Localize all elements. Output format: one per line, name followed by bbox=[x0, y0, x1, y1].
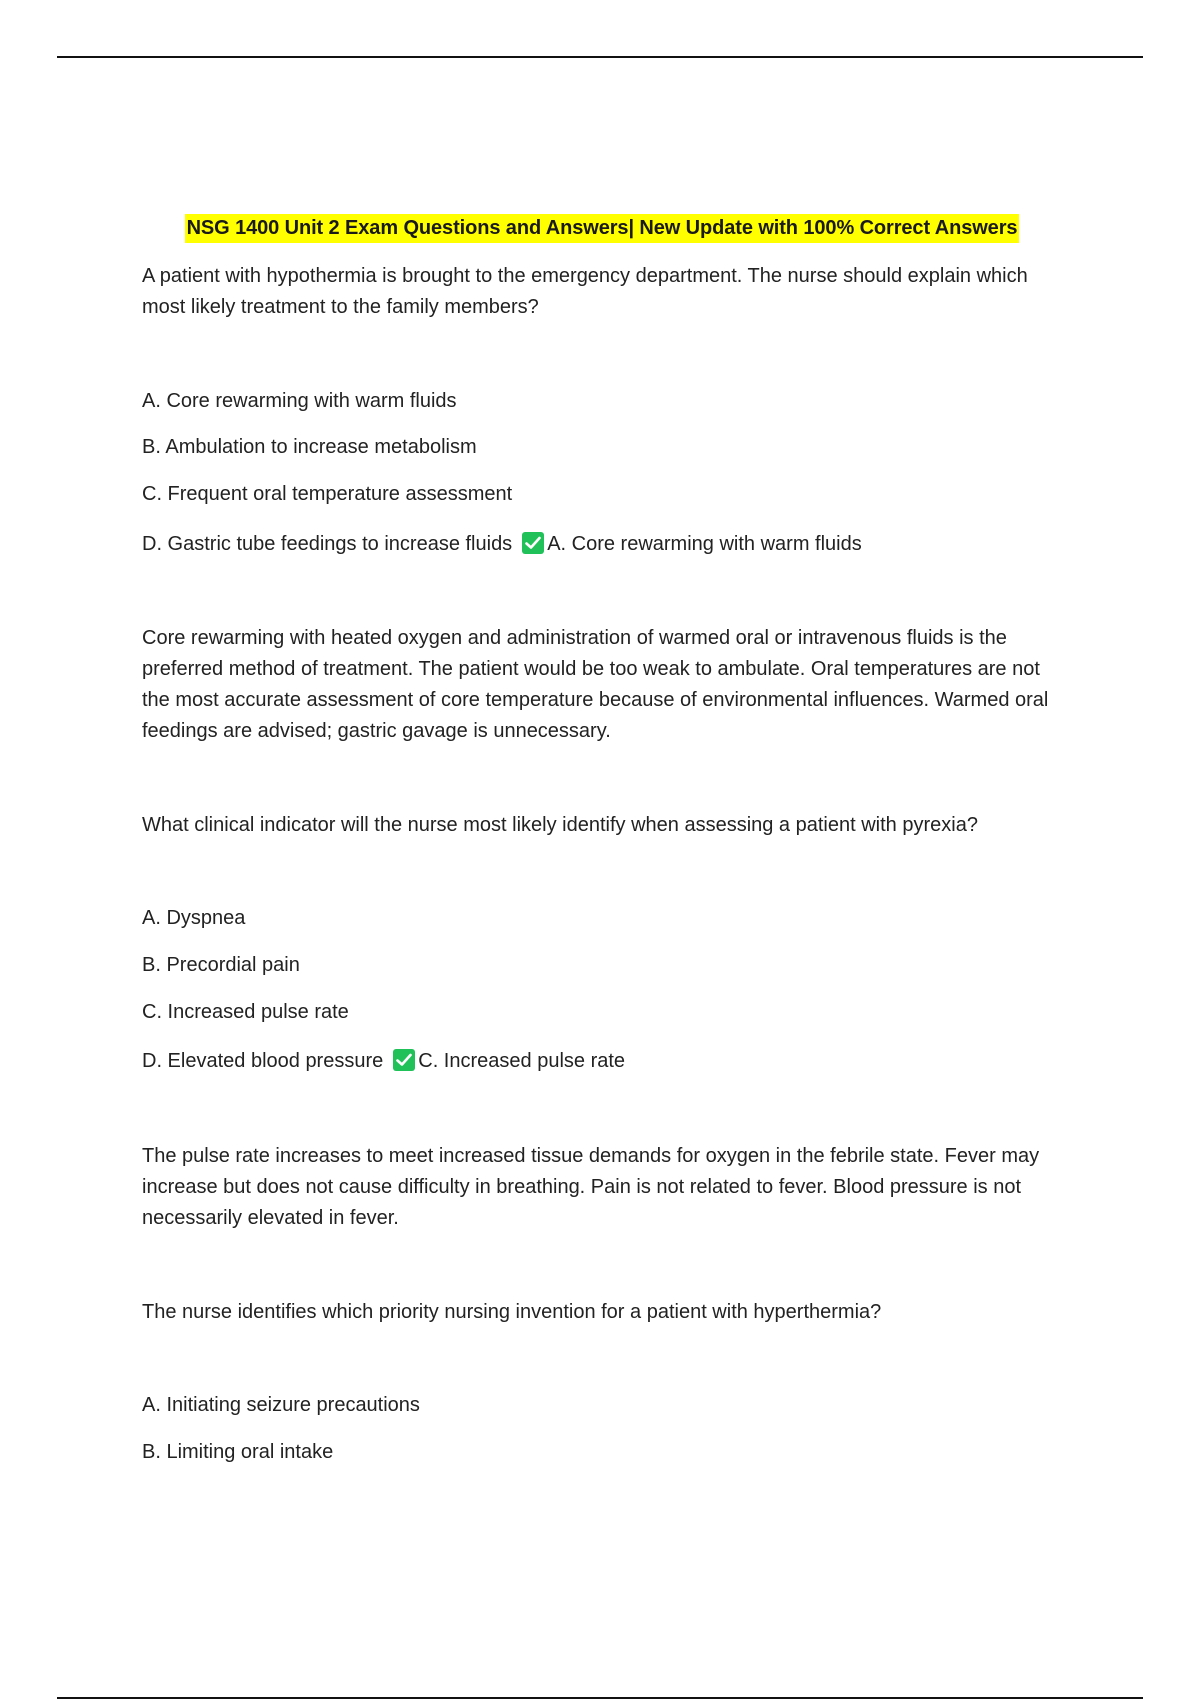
document-title: NSG 1400 Unit 2 Exam Questions and Answers| New Update with 100% Correct Answers bbox=[185, 214, 1020, 243]
q3-option-b: B. Limiting oral intake bbox=[142, 1441, 334, 1463]
q3-option-a: A. Initiating seizure precautions bbox=[142, 1394, 420, 1416]
q2-answer: C. Increased pulse rate bbox=[418, 1050, 626, 1072]
q2-option-c: C. Increased pulse rate bbox=[142, 1001, 349, 1023]
q1-option-a: A. Core rewarming with warm fluids bbox=[142, 390, 457, 412]
top-rule bbox=[57, 56, 1143, 58]
question-1-text: A patient with hypothermia is brought to the emergency department. The nurse should explain which most likely treatment to the family members? bbox=[142, 265, 1028, 318]
question-3-text: The nurse identifies which priority nursing invention for a patient with hyperthermia? bbox=[142, 1301, 882, 1323]
question-2-text: What clinical indicator will the nurse most likely identify when assessing a patient with pyrexia? bbox=[142, 814, 978, 836]
q1-option-b: B. Ambulation to increase metabolism bbox=[142, 436, 477, 458]
q1-option-c: C. Frequent oral temperature assessment bbox=[142, 483, 513, 505]
bottom-rule bbox=[57, 1697, 1143, 1699]
check-mark-icon bbox=[393, 1049, 415, 1071]
q2-option-d: D. Elevated blood pressure bbox=[142, 1050, 384, 1072]
q1-answer: A. Core rewarming with warm fluids bbox=[547, 533, 862, 555]
q2-option-b: B. Precordial pain bbox=[142, 954, 300, 976]
q1-option-d-row bbox=[142, 530, 862, 558]
check-mark-icon bbox=[522, 532, 544, 554]
q1-rationale: Core rewarming with heated oxygen and administration of warmed oral or intravenous fluids is the preferred method of treatment. The patient would be too weak to ambulate. Oral temperatures are not the most accurate assessment of core temperature because of environmental influences. Warmed oral feedings are advised; gastric gavage is unnecessary. bbox=[142, 627, 1049, 742]
q2-option-a: A. Dyspnea bbox=[142, 907, 246, 929]
q2-option-d-row bbox=[142, 1047, 625, 1075]
title-wrap bbox=[142, 214, 1062, 243]
q1-option-d: D. Gastric tube feedings to increase fluids bbox=[142, 533, 513, 555]
q2-rationale: The pulse rate increases to meet increased tissue demands for oxygen in the febrile state. Fever may increase but does not cause difficulty in breathing. Pain is not related to fever. Blood pressure is not necessarily elevated in fever. bbox=[142, 1145, 1040, 1229]
